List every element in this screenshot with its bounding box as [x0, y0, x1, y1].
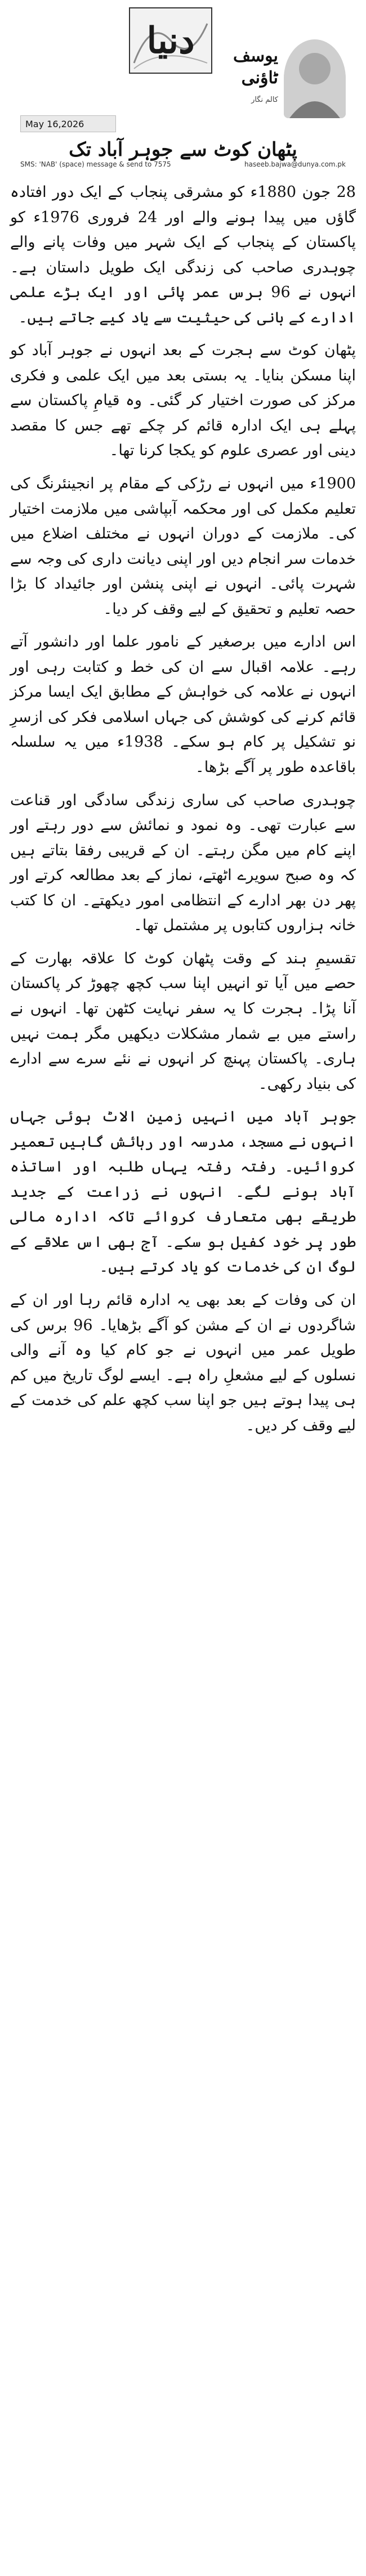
author-subtitle: کالم نگار — [251, 96, 278, 104]
article-paragraph: پٹھان کوٹ سے ہجرت کے بعد انہوں نے جوہر آباد کو اپنا مسکن بنایا۔ یہ بستی بعد میں ایک علمی و فکری مرکز کی صورت اختیار کر گئی۔ وہ قیامِ پاکستان سے پہلے ہی ایک ادارہ قائم کر چکے تھے جس کا مقصد دینی اور عصری علوم کو یکجا کرنا تھا۔ — [10, 342, 356, 460]
author-name-first: یوسف — [233, 46, 278, 66]
author-photo — [284, 39, 346, 118]
sms-instructions: SMS: 'NAB' (space) message & send to 7575 — [20, 160, 171, 168]
article-body — [10, 180, 356, 2565]
column-headline: پٹھان کوٹ سے جوہر آباد تک — [69, 138, 297, 161]
contact-line — [20, 160, 346, 168]
author-name-last: ٹاؤنی — [241, 68, 278, 88]
article-paragraph: تقسیمِ ہند کے وقت پٹھان کوٹ کا علاقہ بھارت کے حصے میں آیا تو انہیں اپنا سب کچھ چھوڑ کر پاکستان آنا پڑا۔ ہجرت کا یہ سفر نہایت کٹھن تھا۔ انہوں نے راستے میں بے شمار مشکلات دیکھیں مگر ہمت نہیں ہاری۔ پاکستان پہنچ کر انہوں نے نئے سرے سے ادارے کی بنیاد رکھی۔ — [10, 949, 356, 1093]
article-paragraph: 28 جون 1880ء کو مشرقی پنجاب کے ایک دور افتادہ گاؤں میں پیدا ہونے والے اور 24 فروری 1976ء کو پاکستان کے پنجاب کے ایک شہر میں وفات پانے والے چوہدری صاحب کی زندگی ایک طویل داستان ہے۔ انہوں نے 96 برس عمر پائی اور ایک بڑے علمی ادارے کے بانی کی حیثیت سے یاد کیے جاتے ہیں۔ — [10, 183, 356, 326]
author-name — [205, 45, 278, 89]
author-email[interactable]: haseeb.bajwa@dunya.com.pk — [244, 160, 346, 168]
newspaper-logo — [128, 7, 213, 74]
author-portrait-icon — [284, 39, 346, 118]
article-paragraph: 1900ء میں انہوں نے رڑکی کے مقام پر انجینئرنگ کی تعلیم مکمل کی اور محکمہ آبپاشی میں ملازمت اختیار کی۔ ملازمت کے دوران انہوں نے مختلف اضلاع میں خدمات سر انجام دیں اور اپنی دیانت داری کی وجہ سے شہرت پائی۔ انہوں نے اپنی پنشن اور جائیداد کا بڑا حصہ تعلیم و تحقیق کے لیے وقف کر دیا۔ — [10, 475, 356, 618]
author-block — [205, 34, 346, 146]
article-paragraph: چوہدری صاحب کی ساری زندگی سادگی اور قناعت سے عبارت تھی۔ وہ نمود و نمائش سے دور رہتے اور اپنے کام میں مگن رہتے۔ ان کے قریبی رفقا بتاتے ہیں کہ وہ صبح سویرے اٹھتے، نماز کے بعد مطالعہ کرتے اور پھر دن بھر ادارے کے انتظامی امور دیکھتے۔ ان کا کتب خانہ ہزاروں کتابوں پر مشتمل تھا۔ — [10, 791, 356, 935]
article-paragraph: جوہر آباد میں انہیں زمین الاٹ ہوئی جہاں انہوں نے مسجد، مدرسہ اور رہائش گاہیں تعمیر کروائیں۔ رفتہ رفتہ یہاں طلبہ اور اساتذہ آباد ہونے لگے۔ انہوں نے زراعت کے جدید طریقے بھی متعارف کروائے تاکہ ادارہ مالی طور پر خود کفیل ہو سکے۔ آج بھی اس علاقے کے لوگ ان کی خدمات کو یاد کرتے ہیں۔ — [10, 1108, 356, 1276]
publication-date: May 16,2026 — [20, 115, 116, 132]
logo-text: دنیا — [146, 19, 195, 62]
article-paragraph: اس ادارے میں برصغیر کے نامور علما اور دانشور آتے رہے۔ علامہ اقبال سے ان کی خط و کتابت رہی اور انہوں نے علامہ کی خواہش کے مطابق ایک ایسا مرکز قائم کرنے کی کوشش کی جہاں اسلامی فکر کی ازسرِ نو تشکیل پر کام ہو سکے۔ 1938ء میں یہ سلسلہ باقاعدہ طور پر آگے بڑھا۔ — [10, 633, 356, 777]
article-paragraph: ان کی وفات کے بعد بھی یہ ادارہ قائم رہا اور ان کے شاگردوں نے ان کے مشن کو آگے بڑھایا۔ 96 برس کی طویل عمر میں انہوں نے جو کام کیا وہ آنے والی نسلوں کے لیے مشعلِ راہ ہے۔ ایسے لوگ تاریخ میں کم ہی پیدا ہوتے ہیں جو اپنا سب کچھ علم کی خدمت کے لیے وقف کر دیں۔ — [10, 1291, 356, 1434]
masthead — [10, 0, 356, 169]
